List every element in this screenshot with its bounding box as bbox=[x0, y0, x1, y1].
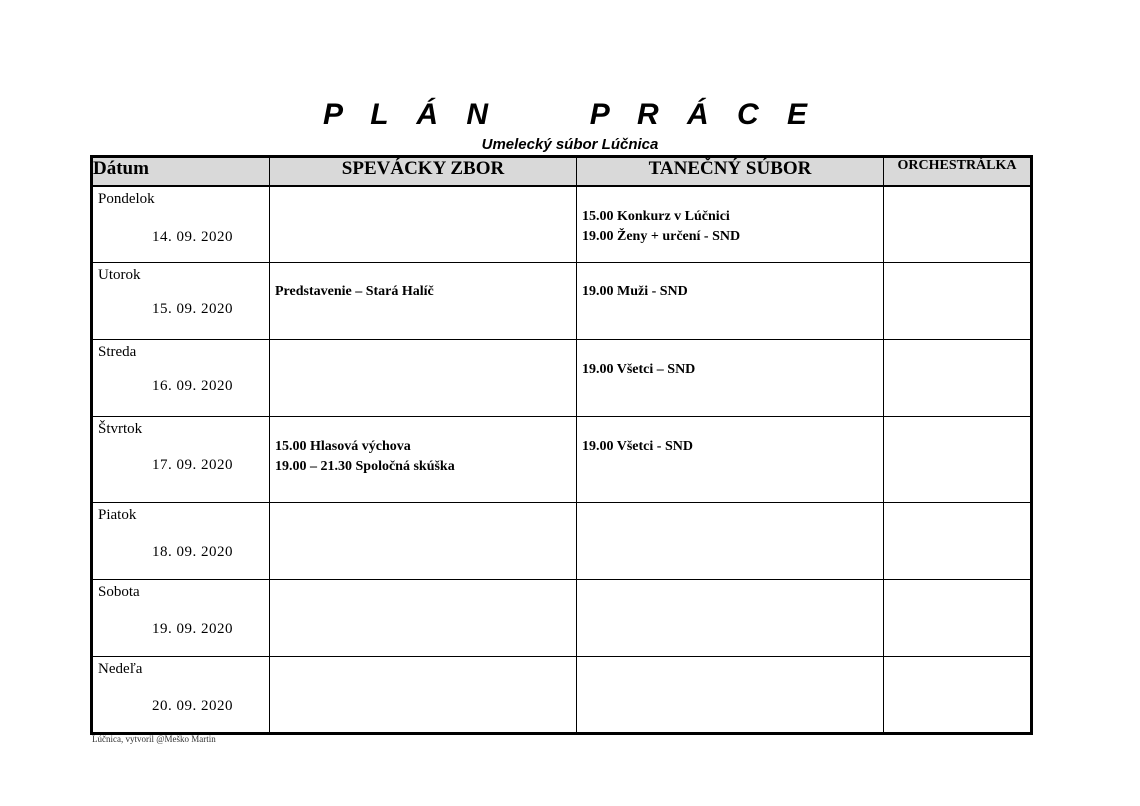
header-choir: SPEVÁCKY ZBOR bbox=[270, 157, 577, 187]
day-cell bbox=[92, 186, 270, 262]
page-title: P L Á N P R Á C E bbox=[323, 98, 817, 131]
day-date: 15. 09. 2020 bbox=[152, 300, 233, 317]
dance-entry: 19.00 Ženy + určení - SND bbox=[582, 229, 741, 244]
day-row bbox=[92, 339, 1032, 416]
day-cell bbox=[92, 416, 270, 502]
orchestra-cell bbox=[884, 186, 1032, 262]
day-cell bbox=[92, 502, 270, 579]
day-date: 19. 09. 2020 bbox=[152, 620, 233, 637]
day-date: 14. 09. 2020 bbox=[152, 229, 233, 245]
day-name: Sobota bbox=[98, 583, 140, 600]
day-row bbox=[92, 416, 1032, 502]
choir-entry: Predstavenie – Stará Halíč bbox=[275, 283, 434, 299]
dance-cell bbox=[577, 579, 884, 656]
header-orchestra: ORCHESTRÁLKA bbox=[884, 157, 1032, 187]
day-name: Streda bbox=[98, 343, 137, 360]
choir-cell bbox=[270, 416, 577, 502]
day-name: Pondelok bbox=[98, 191, 155, 207]
header-dance: TANEČNÝ SÚBOR bbox=[577, 157, 884, 187]
day-cell bbox=[92, 579, 270, 656]
choir-cell bbox=[270, 579, 577, 656]
day-cell bbox=[92, 262, 270, 339]
schedule-body bbox=[92, 186, 1032, 733]
day-row bbox=[92, 262, 1032, 339]
choir-cell bbox=[270, 656, 577, 733]
schedule-table bbox=[90, 155, 1033, 735]
orchestra-cell bbox=[884, 579, 1032, 656]
choir-cell bbox=[270, 262, 577, 339]
day-cell bbox=[92, 656, 270, 733]
orchestra-cell bbox=[884, 262, 1032, 339]
day-date: 17. 09. 2020 bbox=[152, 456, 233, 473]
page-subtitle: Umelecký súbor Lúčnica bbox=[481, 136, 659, 153]
day-date: 16. 09. 2020 bbox=[152, 377, 233, 394]
orchestra-cell bbox=[884, 339, 1032, 416]
dance-cell bbox=[577, 262, 884, 339]
day-row bbox=[92, 186, 1032, 262]
choir-entry: 15.00 Hlasová výchova bbox=[275, 438, 411, 454]
dance-entry: 19.00 Všetci - SND bbox=[582, 438, 693, 454]
header-row bbox=[92, 157, 1032, 187]
header-date: Dátum bbox=[92, 157, 270, 187]
dance-cell bbox=[577, 416, 884, 502]
choir-cell bbox=[270, 186, 577, 262]
dance-entry: 19.00 Muži - SND bbox=[582, 283, 688, 299]
dance-cell bbox=[577, 502, 884, 579]
day-row bbox=[92, 502, 1032, 579]
dance-cell bbox=[577, 656, 884, 733]
day-cell bbox=[92, 339, 270, 416]
day-name: Štvrtok bbox=[98, 420, 143, 437]
orchestra-cell bbox=[884, 502, 1032, 579]
day-row bbox=[92, 579, 1032, 656]
orchestra-cell bbox=[884, 416, 1032, 502]
day-name: Nedeľa bbox=[98, 660, 143, 677]
footer-credit: Lúčnica, vytvoril @Meško Martin bbox=[92, 734, 216, 744]
day-row bbox=[92, 656, 1032, 733]
orchestra-cell bbox=[884, 656, 1032, 733]
dance-entry: 15.00 Konkurz v Lúčnici bbox=[582, 209, 730, 224]
day-date: 20. 09. 2020 bbox=[152, 697, 233, 714]
dance-cell bbox=[577, 186, 884, 262]
dance-cell bbox=[577, 339, 884, 416]
day-name: Utorok bbox=[98, 266, 141, 283]
choir-entry: 19.00 – 21.30 Spoločná skúška bbox=[275, 458, 455, 474]
choir-cell bbox=[270, 339, 577, 416]
dance-entry: 19.00 Všetci – SND bbox=[582, 361, 696, 377]
day-date: 18. 09. 2020 bbox=[152, 543, 233, 560]
day-name: Piatok bbox=[98, 506, 137, 523]
choir-cell bbox=[270, 502, 577, 579]
